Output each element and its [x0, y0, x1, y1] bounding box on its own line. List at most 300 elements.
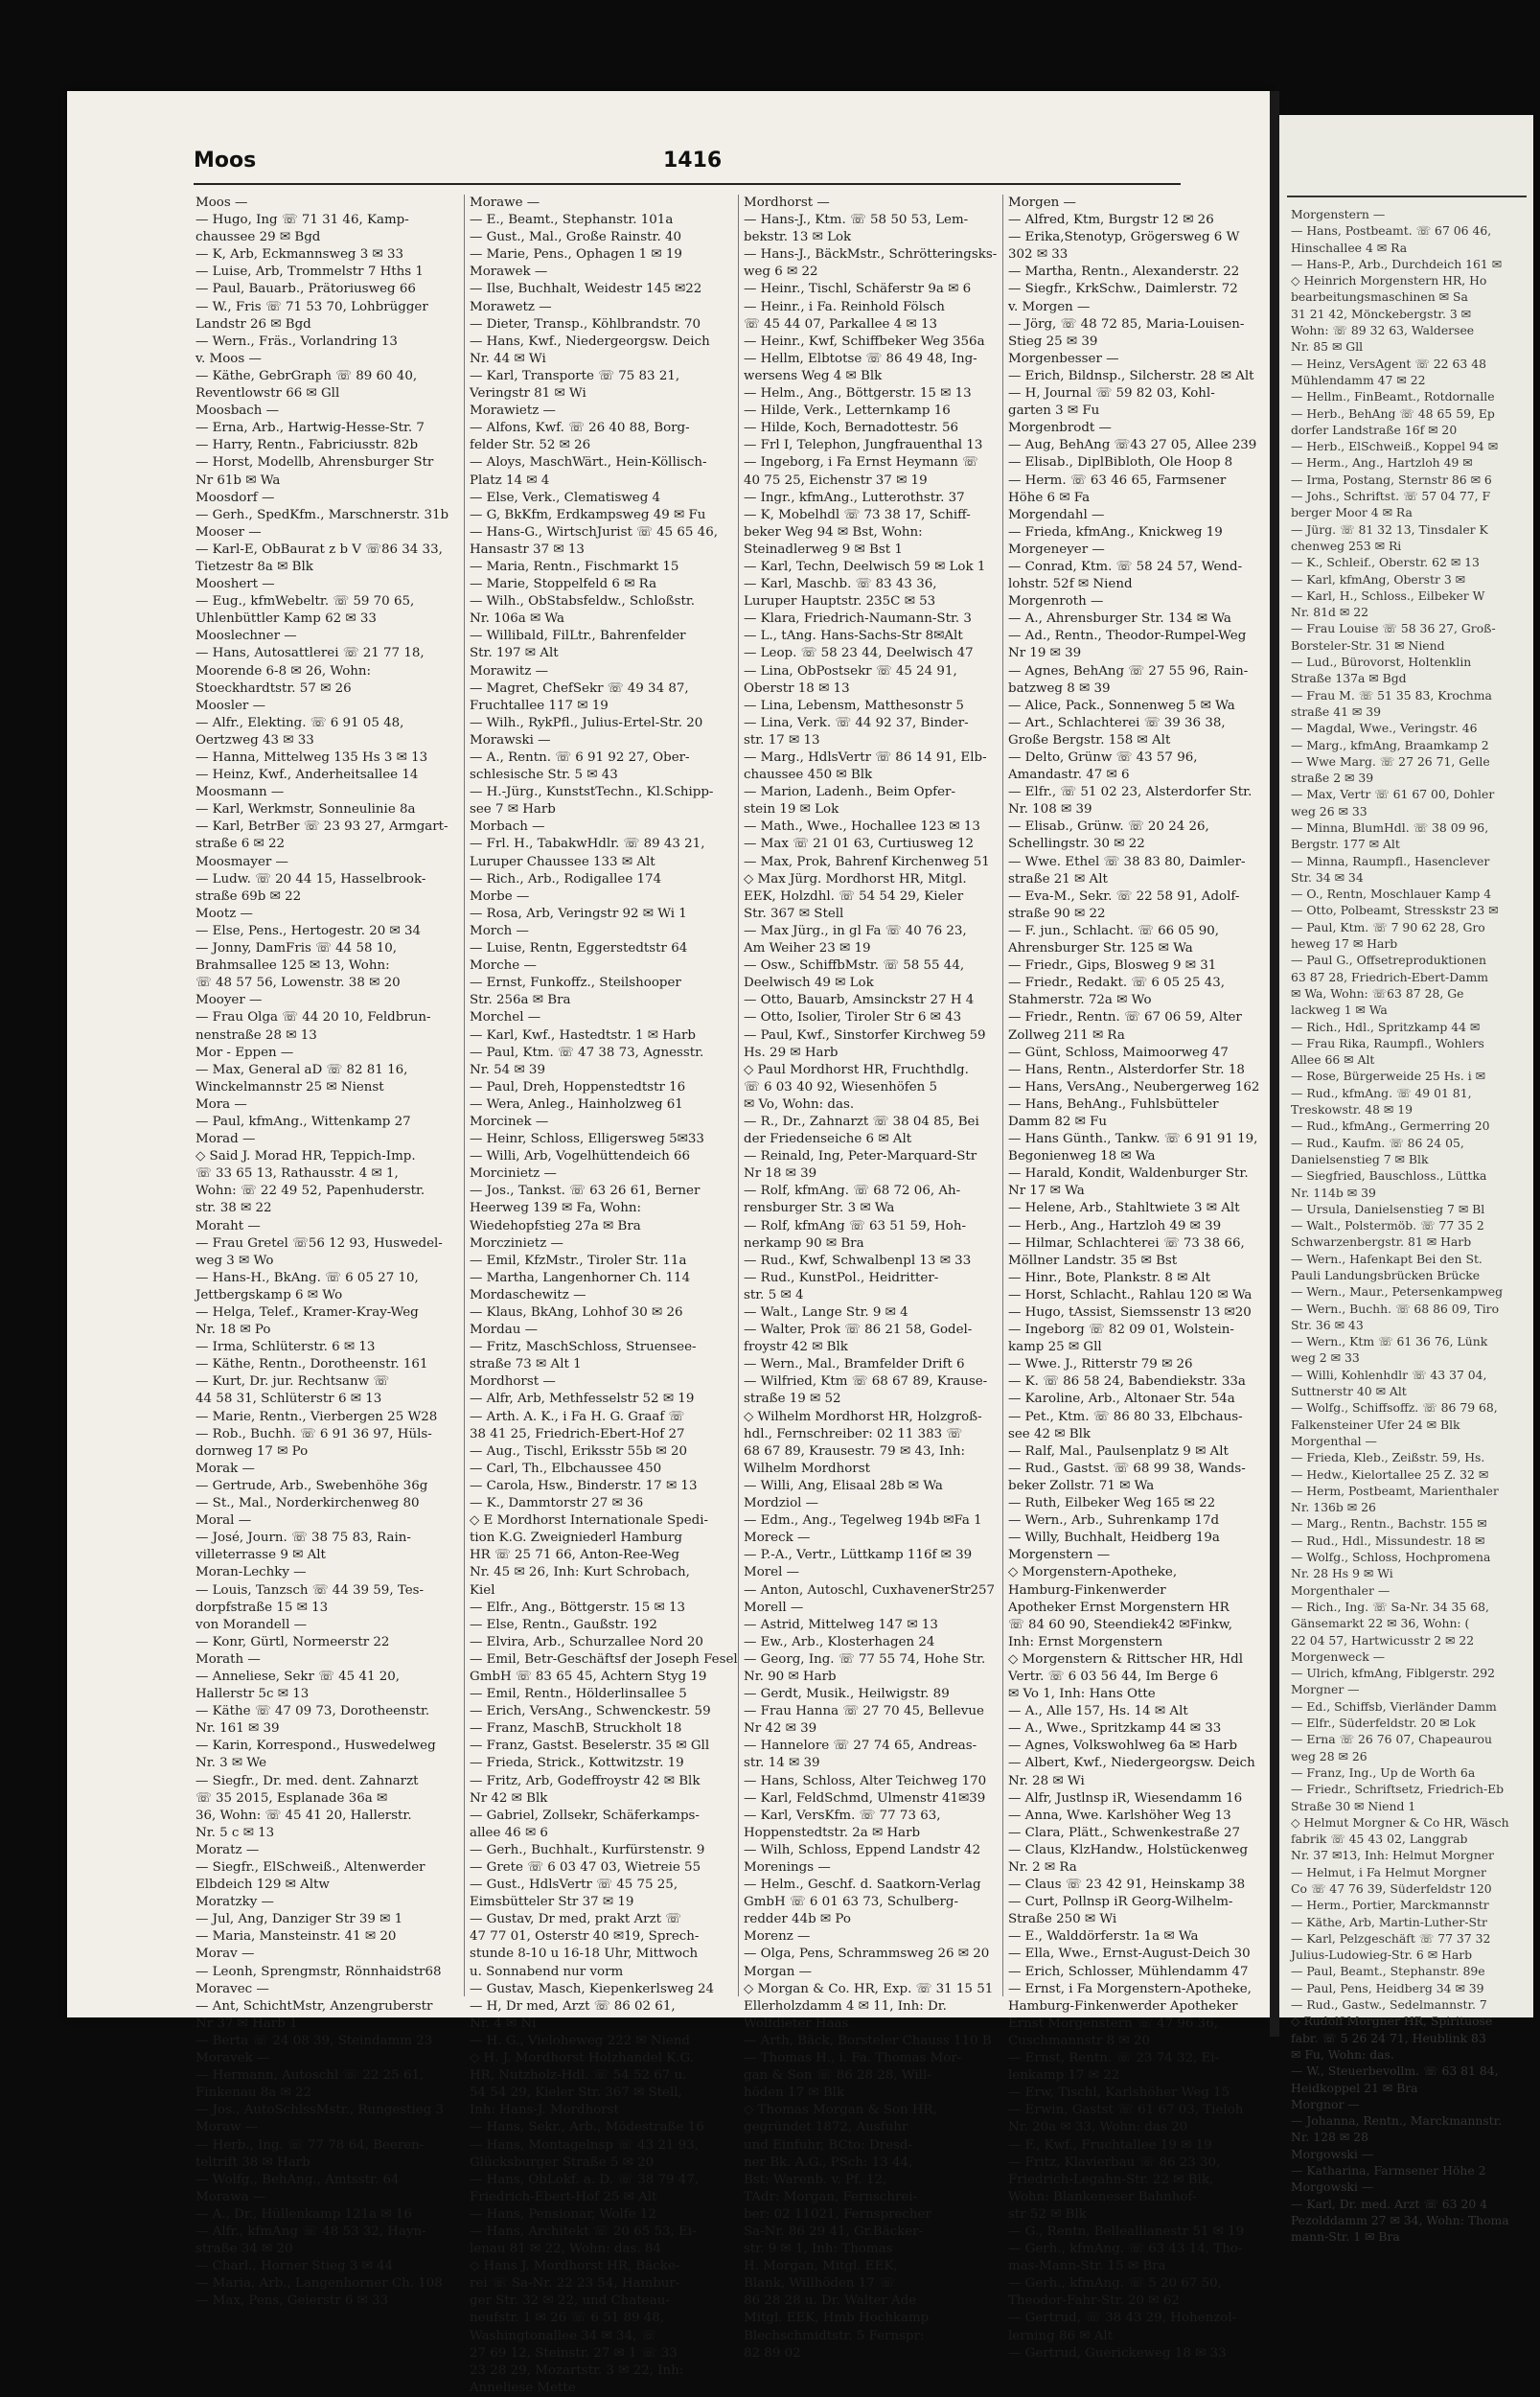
directory-entry: Morch —: [470, 923, 529, 938]
directory-entry: — Paul, Beamt., Stephanstr. 89e: [1291, 1964, 1485, 1979]
directory-entry: straße 90 ✉ 22: [1008, 906, 1106, 921]
directory-entry: 40 75 25, Eichenstr 37 ✉ 19: [744, 472, 928, 488]
directory-entry: — Alice, Pack., Sonnenweg 5 ✉ Wa: [1008, 698, 1235, 713]
book-gutter: [1270, 91, 1279, 2037]
directory-entry: — Carola, Hsw., Binderstr. 17 ✉ 13: [470, 1478, 698, 1493]
directory-entry: — Rosa, Arb, Veringstr 92 ✉ Wi 1: [470, 906, 687, 921]
directory-entry: — Alfred, Ktm, Burgstr 12 ✉ 26: [1008, 213, 1214, 228]
directory-entry: — Wolfg., Schloss, Hochpromena: [1291, 1550, 1491, 1565]
directory-entry: gan & Son ☏ 86 28 28, Will-: [744, 2068, 931, 2084]
directory-entry: — Jos., Tankst. ☏ 63 26 61, Berner: [470, 1184, 701, 1199]
directory-entry: — Rud., kfmAng. ☏ 49 01 81,: [1291, 1085, 1472, 1100]
directory-entry: — Agnes, Volkswohlweg 6a ✉ Harb: [1008, 1739, 1238, 1754]
directory-entry: Moravek —: [195, 2051, 270, 2066]
directory-entry: — Aloys, MaschWärt., Hein-Köllisch-: [470, 455, 707, 471]
directory-entry: Moos —: [195, 196, 248, 210]
directory-entry: Morgnor —: [1291, 2096, 1360, 2111]
directory-entry: heweg 17 ✉ Harb: [1291, 936, 1398, 952]
directory-entry: von Morandell —: [195, 1617, 307, 1632]
directory-entry: Hallerstr 5c ✉ 13: [195, 1687, 310, 1702]
directory-entry: Morchel —: [470, 1010, 541, 1026]
directory-entry: EEK, Holzdhl. ☏ 54 54 29, Kieler: [744, 888, 964, 904]
directory-entry: — Elisab., Grünw. ☏ 20 24 26,: [1008, 819, 1209, 835]
directory-entry: — Ingeborg ☏ 82 09 01, Wolstein-: [1008, 1323, 1234, 1338]
directory-entry: — Hans-J., Ktm. ☏ 58 50 53, Lem-: [744, 213, 969, 228]
directory-entry: ◇ Heinrich Morgenstern HR, Ho: [1291, 273, 1487, 288]
directory-entry: Morenz —: [744, 1929, 811, 1945]
directory-entry: — Max, General aD ☏ 82 81 16,: [195, 1062, 408, 1077]
directory-entry: — Dieter, Transp., Köhlbrandstr. 70: [470, 316, 701, 332]
directory-entry: Platz 14 ✉ 4: [470, 472, 550, 488]
directory-entry: — Elvira, Arb., Schurzallee Nord 20: [470, 1634, 703, 1649]
directory-entry: Nr. 108 ✉ 39: [1008, 802, 1092, 818]
directory-entry: — Emil, Rentn., Hölderlinsallee 5: [470, 1687, 687, 1702]
directory-entry: 302 ✉ 33: [1008, 247, 1069, 263]
directory-entry: Moosdorf —: [195, 490, 275, 505]
directory-entry: 44 58 31, Schlüterstr 6 ✉ 13: [195, 1392, 382, 1407]
directory-entry: — Karoline, Arb., Altonaer Str. 54a: [1008, 1392, 1235, 1407]
directory-entry: Amandastr. 47 ✉ 6: [1008, 768, 1130, 783]
directory-entry: — Erich, Bildnsp., Silcherstr. 28 ✉ Alt: [1008, 368, 1254, 383]
directory-entry: Blank, Willhöden 17 ☏: [744, 2276, 895, 2292]
directory-entry: Morgenroth —: [1008, 594, 1104, 610]
directory-entry: — Max ☏ 21 01 63, Curtiusweg 12: [744, 837, 974, 852]
facing-page-edge: [1279, 115, 1533, 2245]
directory-entry: bearbeitungsmaschinen ✉ Sa: [1291, 289, 1468, 305]
directory-entry: — Hans, BehAng., Fuhlsbütteler: [1008, 1096, 1219, 1112]
directory-entry: Schellingstr. 30 ✉ 22: [1008, 837, 1145, 852]
directory-entry: — Agnes, BehAng ☏ 27 55 96, Rain-: [1008, 663, 1249, 679]
directory-entry: Morawe —: [470, 196, 540, 210]
directory-entry: — Paul G., Offsetreproduktionen: [1291, 953, 1486, 968]
directory-entry: Moravec —: [195, 1981, 269, 1996]
directory-entry: ◇ Helmut Morgner & Co HR, Wäsch: [1291, 1814, 1509, 1830]
directory-entry: Sa-Nr. 86 29 41, Gr.Bäcker-: [744, 2224, 924, 2239]
directory-entry: Nr. 2 ✉ Ra: [1008, 1860, 1077, 1875]
directory-entry: ger Str. 32 ✉ 22, und Chateau-: [470, 2293, 670, 2309]
directory-entry: — Ingr., kfmAng., Lutterothstr. 37: [744, 490, 965, 505]
directory-entry: Mooser —: [195, 524, 262, 540]
directory-entry: Nr 42 ✉ Blk: [470, 1790, 548, 1806]
directory-entry: Morgner —: [1291, 1682, 1360, 1697]
directory-entry: villeterrasse 9 ✉ Alt: [195, 1548, 326, 1563]
directory-entry: Zollweg 211 ✉ Ra: [1008, 1027, 1125, 1043]
directory-entry: — Heinr., Kwf, Schiffbeker Weg 356a: [744, 334, 985, 349]
directory-entry: Ellerholzdamm 4 ✉ 11, Inh: Dr.: [744, 1998, 947, 2014]
directory-entry: — Louis, Tanzsch ☏ 44 39 59, Tes-: [195, 1582, 425, 1598]
directory-entry: — Else, Rentn., Gaußstr. 192: [470, 1617, 657, 1632]
directory-entry: — K., Dammtorstr 27 ✉ 36: [470, 1496, 644, 1511]
directory-entry: Elbdeich 129 ✉ Altw: [195, 1878, 330, 1893]
directory-entry: — Paul, Kwf., Sinstorfer Kirchweg 59: [744, 1027, 986, 1043]
directory-entry: 27 69 12, Steinstr. 27 ✉ 1 ☏ 33: [470, 2345, 678, 2361]
directory-entry: Morgenthal —: [1291, 1433, 1377, 1448]
directory-entry: Nr. 136b ✉ 26: [1291, 1500, 1376, 1515]
directory-entry: chenweg 253 ✉ Ri: [1291, 538, 1402, 553]
directory-entry: — Emil, Betr-Geschäftsf der Joseph Fesel: [470, 1651, 738, 1667]
directory-entry: Suttnerstr 40 ✉ Alt: [1291, 1384, 1407, 1399]
directory-entry: — Wilfried, Ktm ☏ 68 67 89, Krause-: [744, 1374, 988, 1390]
directory-entry: Morak —: [195, 1461, 255, 1476]
directory-entry: Begonienweg 18 ✉ Wa: [1008, 1149, 1156, 1164]
directory-entry: Str. 34 ✉ 34: [1291, 869, 1364, 885]
directory-entry: — Erw, Tischl, Karlshöher Weg 15: [1008, 2086, 1230, 2101]
directory-entry: Julius-Ludowieg-Str. 6 ✉ Harb: [1291, 1948, 1473, 1963]
directory-entry: — Wolfg., BehAng., Amtsstr. 64: [195, 2172, 400, 2187]
directory-entry: — Max, Pens, Geierstr 6 ✉ 33: [195, 2293, 389, 2309]
directory-entry: Wilhelm Mordhorst: [744, 1461, 870, 1476]
directory-entry: — Hanna, Mittelweg 135 Hs 3 ✉ 13: [195, 750, 428, 765]
directory-entry: Morgenbrodt —: [1008, 421, 1112, 436]
directory-entry: lackweg 1 ✉ Wa: [1291, 1003, 1388, 1018]
directory-entry: — Paul, Dreh, Hoppenstedtstr 16: [470, 1079, 686, 1095]
directory-entry: — A., Alle 157, Hs. 14 ✉ Alt: [1008, 1704, 1188, 1719]
directory-entry: Morcinietz —: [470, 1166, 557, 1182]
directory-entry: Pauli Landungsbrücken Brücke: [1291, 1268, 1481, 1282]
directory-entry: — Anneliese, Sekr ☏ 45 41 20,: [195, 1669, 401, 1684]
directory-entry: — Karl, Kwf., Hastedtstr. 1 ✉ Harb: [470, 1027, 696, 1043]
directory-entry: — Karl, Transporte ☏ 75 83 21,: [470, 368, 680, 383]
directory-entry: — Arth. A. K., i Fa H. G. Graaf ☏: [470, 1409, 685, 1424]
directory-entry: — Else, Verk., Clematisweg 4: [470, 490, 661, 505]
directory-entry: — Reinald, Ing, Peter-Marquard-Str: [744, 1149, 977, 1164]
directory-entry: — H, Journal ☏ 59 82 03, Kohl-: [1008, 386, 1215, 402]
directory-entry: Nr. 37 ✉13, Inh: Helmut Morgner: [1291, 1848, 1494, 1863]
directory-entry: Moosler —: [195, 698, 265, 713]
directory-entry: Apotheker Ernst Morgenstern HR: [1008, 1600, 1230, 1615]
directory-entry: — Marie, Rentn., Vierbergen 25 W28: [195, 1409, 438, 1424]
directory-entry: Straße 250 ✉ Wi: [1008, 1912, 1117, 1927]
directory-entry: — Friedr., Rentn. ☏ 67 06 59, Alter: [1008, 1010, 1242, 1026]
facing-page-rule: [1287, 196, 1527, 197]
directory-entry: — Else, Pens., Hertogestr. 20 ✉ 34: [195, 923, 422, 938]
directory-entry: Brahmsallee 125 ✉ 13, Wohn:: [195, 958, 390, 974]
directory-entry: — Ernst, Rentn. ☏ 23 74 32, Ei-: [1008, 2051, 1220, 2066]
directory-entry: — Ulrich, kfmAng, Fiblgerstr. 292: [1291, 1666, 1496, 1681]
directory-entry: — Rud., Kaufm. ☏ 86 24 05,: [1291, 1135, 1464, 1150]
directory-entry: — P.-A., Vertr., Lüttkamp 116f ✉ 39: [744, 1548, 973, 1563]
directory-entry: ◇ E Mordhorst Internationale Spedi-: [470, 1513, 709, 1529]
directory-entry: — Wilh, Schloss, Eppend Landstr 42: [744, 1842, 981, 1857]
directory-entry: — Leonh, Sprengmstr, Rönnhaidstr68: [195, 1964, 442, 1979]
directory-entry: — Magdal, Wwe., Veringstr. 46: [1291, 721, 1478, 736]
directory-entry: Mordaschewitz —: [470, 1287, 586, 1302]
directory-entry: weg 28 ✉ 26: [1291, 1748, 1368, 1763]
directory-entry: — Rolf, kfmAng. ☏ 68 72 06, Ah-: [744, 1184, 961, 1199]
directory-entry: — St., Mal., Norderkirchenweg 80: [195, 1496, 420, 1511]
directory-entry: — Fritz, Arb, Godeffroystr 42 ✉ Blk: [470, 1773, 701, 1788]
directory-entry: — Gertrud, Guerickeweg 18 ✉ 33: [1008, 2345, 1227, 2361]
directory-entry: — Elfr., Ang., Böttgerstr. 15 ✉ 13: [470, 1600, 686, 1615]
directory-entry: rensburger Str. 3 ✉ Wa: [744, 1201, 895, 1216]
directory-entry: — Gust., HdlsVertr ☏ 45 75 25,: [470, 1878, 678, 1893]
directory-entry: 47 77 01, Osterstr 40 ✉19, Sprech-: [470, 1929, 700, 1945]
directory-entry: — Alfr, Arb, Methfesselstr 52 ✉ 19: [470, 1392, 695, 1407]
directory-entry: Falkensteiner Ufer 24 ✉ Blk: [1291, 1417, 1460, 1432]
directory-entry: — Siegfr., KrkSchw., Daimlerstr. 72: [1008, 282, 1238, 297]
directory-entry: Mor - Eppen —: [195, 1045, 294, 1060]
directory-entry: straße 2 ✉ 39: [1291, 771, 1374, 786]
directory-entry: — Ant, SchichtMstr, Anzengruberstr: [195, 1998, 433, 2014]
directory-entry: — Herm., Portier, Marckmannstr: [1291, 1898, 1489, 1913]
directory-entry: — Katharina, Farmsener Höhe 2: [1291, 2163, 1486, 2178]
directory-entry: — K, Arb, Eckmannsweg 3 ✉ 33: [195, 247, 404, 263]
directory-entry: ◇ Rudolf Morgner HR, Spirituose: [1291, 2014, 1493, 2029]
directory-entry: Mühlendamm 47 ✉ 22: [1291, 372, 1426, 387]
directory-entry: — E., Walddörferstr. 1a ✉ Wa: [1008, 1929, 1199, 1945]
directory-entry: — Konr, Gürtl, Normeerstr 22: [195, 1634, 390, 1649]
directory-entry: — Hans, Kwf., Niedergeorgsw. Deich: [470, 334, 710, 349]
directory-entry: Stahmerstr. 72a ✉ Wo: [1008, 993, 1152, 1008]
directory-entry: — Minna, BlumHdl. ☏ 38 09 96,: [1291, 819, 1489, 835]
directory-entry: — Frieda, Strick., Kottwitzstr. 19: [470, 1756, 684, 1771]
directory-entry: ◇ Max Jürg. Mordhorst HR, Mitgl.: [744, 871, 967, 887]
directory-entry: — Friedr., Gips, Blosweg 9 ✉ 31: [1008, 958, 1217, 974]
directory-entry: Nr. 5 c ✉ 13: [195, 1825, 275, 1840]
directory-entry: — Wolfg., Schiffsoffz. ☏ 86 79 68,: [1291, 1400, 1498, 1416]
directory-entry: — Willibald, FilLtr., Bahrenfelder: [470, 629, 686, 644]
directory-entry: — O., Rentn, Moschlauer Kamp 4: [1291, 887, 1492, 902]
directory-entry: Morbach —: [470, 819, 545, 835]
directory-entry: Luruper Chaussee 133 ✉ Alt: [470, 854, 655, 869]
directory-entry: — Wilh., RykPfl., Julius-Ertel-Str. 20: [470, 715, 703, 730]
directory-entry: — Charl., Horner Stieg 3 ✉ 44: [195, 2259, 394, 2274]
directory-entry: ◇ Said J. Morad HR, Teppich-Imp.: [195, 1149, 416, 1164]
directory-entry: straße 69b ✉ 22: [195, 888, 302, 904]
directory-entry: — Rich., Hdl., Spritzkamp 44 ✉: [1291, 1019, 1481, 1034]
directory-entry: — Karin, Korrespond., Huswedelweg: [195, 1739, 436, 1754]
directory-entry: — Claus, KlzHandw., Holstückenweg: [1008, 1842, 1249, 1857]
directory-entry: Morgenweck —: [1291, 1648, 1386, 1664]
directory-entry: Friedrich-Legahn-Str. 22 ✉ Blk,: [1008, 2172, 1214, 2187]
directory-entry: — K., Schleif., Oberstr. 62 ✉ 13: [1291, 555, 1480, 570]
directory-entry: gegründet 1872, Ausfuhr: [744, 2120, 908, 2135]
directory-entry: mas-Mann-Str. 15 ✉ Bra: [1008, 2259, 1166, 2274]
directory-entry: str 52 ✉ Blk: [1008, 2206, 1087, 2222]
directory-entry: — Heinz, VersAgent ☏ 22 63 48: [1291, 356, 1486, 371]
column-4: [1008, 195, 1278, 2362]
directory-entry: ber: 02 11021, Fernsprecher: [744, 2206, 931, 2222]
directory-entry: und Einfuhr, BCto: Dresd-: [744, 2137, 912, 2153]
directory-entry: — Luise, Arb, Trommelstr 7 Hths 1: [195, 265, 424, 280]
directory-entry: Morgenstern —: [1008, 1548, 1111, 1563]
directory-entry: — Helene, Arb., Stahltwiete 3 ✉ Alt: [1008, 1201, 1240, 1216]
directory-entry: — Klaus, BkAng, Lohhof 30 ✉ 26: [470, 1305, 683, 1320]
directory-entry: — Karl, H., Schloss., Eilbeker W: [1291, 588, 1485, 603]
directory-entry: — Gabriel, Zollsekr, Schäferkamps-: [470, 1808, 700, 1823]
directory-entry: Blechschmidtstr. 5 Fernspr:: [744, 2328, 925, 2343]
directory-entry: Heerweg 139 ✉ Fa, Wohn:: [470, 1201, 641, 1216]
directory-entry: — Karl, BetrBer ☏ 23 93 27, Armgart-: [195, 819, 448, 835]
directory-entry: — Irma, Schlüterstr. 6 ✉ 13: [195, 1340, 376, 1355]
directory-entry: — W., Steuerbevollm. ☏ 63 81 84,: [1291, 2063, 1499, 2079]
directory-entry: — K. ☏ 86 58 24, Babendiekstr. 33a: [1008, 1374, 1246, 1390]
directory-entry: — Gertrude, Arb., Swebenhöhe 36g: [195, 1478, 428, 1493]
directory-entry: — Anton, Autoschl, CuxhavenerStr257: [744, 1582, 996, 1598]
directory-entry: TAdr: Morgan, Fernschrei-: [744, 2189, 918, 2204]
directory-entry: — Aug, BehAng ☏43 27 05, Allee 239: [1008, 438, 1257, 453]
directory-entry: 54 54 29, Kieler Str. 367 ✉ Stell,: [470, 2086, 682, 2101]
directory-entry: — Alfr., kfmAng ☏ 48 53 32, Hayn-: [195, 2224, 426, 2239]
directory-entry: Große Bergstr. 158 ✉ Alt: [1008, 732, 1171, 748]
directory-entry: — Willi, Arb, Vogelhüttendeich 66: [470, 1149, 691, 1164]
directory-entry: nerkamp 90 ✉ Bra: [744, 1235, 864, 1251]
directory-entry: — Wern., Ktm ☏ 61 36 76, Lünk: [1291, 1334, 1488, 1349]
directory-entry: — Hans, Architekt ☏ 20 65 53, Ei-: [470, 2224, 697, 2239]
directory-entry: wersens Weg 4 ✉ Blk: [744, 368, 883, 383]
directory-entry: Luruper Hauptstr. 235C ✉ 53: [744, 594, 936, 610]
directory-entry: — Willy, Buchhalt, Heidberg 19a: [1008, 1531, 1220, 1546]
directory-entry: — Ad., Rentn., Theodor-Rumpel-Weg: [1008, 629, 1247, 644]
directory-entry: Steinadlerweg 9 ✉ Bst 1: [744, 542, 903, 557]
directory-entry: — Gust., Mal., Große Rainstr. 40: [470, 230, 682, 245]
directory-entry: der Friedenseiche 6 ✉ Alt: [744, 1132, 912, 1147]
directory-entry: Straße 137a ✉ Bgd: [1291, 671, 1407, 686]
directory-entry: Morath —: [195, 1651, 261, 1667]
page-number: 1416: [663, 149, 723, 173]
directory-entry: — Arth, Bäck, Borsteler Chauss 110 B: [744, 2033, 992, 2048]
directory-entry: 31 21 42, Mönckebergstr. 3 ✉: [1291, 306, 1472, 321]
directory-entry: — Carl, Th., Elbchaussee 450: [470, 1461, 662, 1476]
directory-entry: — Herm. ☏ 63 46 65, Farmsener: [1008, 472, 1227, 488]
directory-entry: — Günt, Schloss, Maimoorweg 47: [1008, 1045, 1229, 1060]
directory-entry: — José, Journ. ☏ 38 75 83, Rain-: [195, 1531, 411, 1546]
directory-entry: — Herm., Ang., Hartzloh 49 ✉: [1291, 455, 1473, 471]
directory-entry: — Rob., Buchh. ☏ 6 91 36 97, Hüls-: [195, 1426, 432, 1441]
directory-entry: — Käthe, Arb, Martin-Luther-Str: [1291, 1914, 1487, 1929]
directory-entry: — Wwe. Ethel ☏ 38 83 80, Daimler-: [1008, 854, 1246, 869]
directory-entry: — Maria, Mansteinstr. 41 ✉ 20: [195, 1929, 397, 1945]
directory-entry: Allee 66 ✉ Alt: [1291, 1052, 1375, 1068]
directory-entry: — Walt., Lange Str. 9 ✉ 4: [744, 1305, 908, 1320]
directory-entry: chaussee 450 ✉ Blk: [744, 768, 873, 783]
directory-entry: — Helm., Geschf. d. Saatkorn-Verlag: [744, 1878, 981, 1893]
directory-entry: ✉ Vo, Wohn: das.: [744, 1096, 855, 1112]
directory-entry: — Herb., ElSchweiß., Koppel 94 ✉: [1291, 439, 1499, 454]
directory-entry: — Hermann, Autoschl ☏ 22 25 61,: [195, 2068, 425, 2084]
directory-entry: — Käthe, GebrGraph ☏ 89 60 40,: [195, 368, 418, 383]
directory-entry: — Wera, Anleg., Hainholzweg 61: [470, 1096, 683, 1112]
directory-entry: Nr. 3 ✉ We: [195, 1756, 267, 1771]
directory-entry: Nr. 54 ✉ 39: [470, 1062, 545, 1077]
directory-entry: — Olga, Pens, Schrammsweg 26 ✉ 20: [744, 1947, 990, 1962]
directory-entry: — Albert, Kwf., Niedergeorgsw. Deich: [1008, 1756, 1255, 1771]
directory-entry: — Wwe Marg. ☏ 27 26 71, Gelle: [1291, 753, 1490, 769]
directory-entry: — Rud., Kwf, Schwalbenpl 13 ✉ 33: [744, 1253, 972, 1268]
directory-entry: GmbH ☏ 6 01 63 73, Schulberg-: [744, 1895, 959, 1910]
directory-entry: fabrik ☏ 45 43 02, Langgrab: [1291, 1832, 1468, 1847]
directory-entry: — Marg., HdlsVertr ☏ 86 14 91, Elb-: [744, 750, 987, 765]
directory-entry: — Elfr., Süderfeldstr. 20 ✉ Lok: [1291, 1716, 1476, 1731]
directory-entry: Nr. 20a ✉ 33, Wohn: das 20: [1008, 2120, 1188, 2135]
directory-entry: — Rud., Gastw., Sedelmannstr. 7: [1291, 1997, 1487, 2013]
directory-entry: — Klara, Friedrich-Naumann-Str. 3: [744, 611, 972, 627]
page-header: [194, 149, 1152, 177]
directory-entry: tion K.G. Zweigniederl Hamburg: [470, 1531, 682, 1546]
directory-entry: Morgendahl —: [1008, 507, 1105, 522]
directory-entry: — Conrad, Ktm. ☏ 58 24 57, Wend-: [1008, 559, 1243, 574]
directory-entry: garten 3 ✉ Fu: [1008, 403, 1100, 419]
directory-entry: — H. G., Vieloheweg 222 ✉ Niend: [470, 2033, 690, 2048]
directory-entry: straße 73 ✉ Alt 1: [470, 1357, 582, 1372]
directory-entry: — Hans-J., BäckMstr., Schrötteringsks-: [744, 247, 998, 263]
directory-entry: Nr. 44 ✉ Wi: [470, 351, 546, 366]
directory-entry: — A., Dr., Hüllenkamp 121a ✉ 16: [195, 2206, 412, 2222]
directory-entry: — Martha, Rentn., Alexanderstr. 22: [1008, 265, 1240, 280]
directory-entry: Hamburg-Finkenwerder Apotheker: [1008, 1998, 1238, 2014]
directory-entry: — Hannelore ☏ 27 74 65, Andreas-: [744, 1739, 977, 1754]
directory-entry: — Hilmar, Schlachterei ☏ 73 38 66,: [1008, 1235, 1245, 1251]
directory-entry: allee 46 ✉ 6: [470, 1825, 548, 1840]
directory-entry: — Ella, Wwe., Ernst-August-Deich 30: [1008, 1947, 1251, 1962]
directory-entry: Morawa —: [195, 2189, 266, 2204]
directory-entry: — Erika,Stenotyp, Grögersweg 6 W: [1008, 230, 1240, 245]
directory-entry: — K, Mobelhdl ☏ 73 38 17, Schiff-: [744, 507, 971, 522]
directory-entry: — Hugo, tAssist, Siemssenstr 13 ✉20: [1008, 1305, 1252, 1320]
column-3: [744, 195, 1014, 2362]
directory-entry: Inh: Ernst Morgenstern: [1008, 1634, 1163, 1649]
directory-entry: Glücksburger Straße 5 ✉ 20: [470, 2155, 655, 2170]
directory-entry: Heidkoppel 21 ✉ Bra: [1291, 2080, 1418, 2095]
directory-entry: Morgeneyer —: [1008, 542, 1105, 557]
directory-entry: — Friedr., Redakt. ☏ 6 05 25 43,: [1008, 976, 1226, 991]
directory-entry: — Elisab., DiplBibloth, Ole Hoop 8: [1008, 455, 1233, 471]
directory-entry: str. 14 ✉ 39: [744, 1756, 820, 1771]
directory-entry: ☏ 45 44 07, Parkallee 4 ✉ 13: [744, 316, 937, 332]
directory-entry: — Karl, FeldSchmd, Ulmenstr 41✉39: [744, 1790, 986, 1806]
directory-entry: — Harald, Kondit, Waldenburger Str.: [1008, 1166, 1249, 1182]
directory-entry: ner Bk. A.G., PSch: 13 44,: [744, 2155, 913, 2170]
directory-entry: — Karl, Werkmstr, Sonneulinie 8a: [195, 802, 416, 818]
directory-entry: — F. jun., Schlacht. ☏ 66 05 90,: [1008, 923, 1220, 938]
directory-entry: — H, Dr med, Arzt ☏ 86 02 61,: [470, 1998, 676, 2014]
directory-entry: Mordhorst —: [470, 1374, 556, 1390]
directory-entry: Gänsemarkt 22 ✉ 36, Wohn: (: [1291, 1616, 1470, 1631]
directory-entry: Nr. 90 ✉ Harb: [744, 1669, 837, 1684]
directory-entry: neufstr. 1 ✉ 26 ☏ 6 51 89 48,: [470, 2311, 665, 2326]
directory-entry: — Helga, Telef., Kramer-Kray-Weg: [195, 1305, 419, 1320]
directory-entry: — L., tAng. Hans-Sachs-Str 8✉Alt: [744, 629, 963, 644]
directory-entry: — Wwe. J., Ritterstr 79 ✉ 26: [1008, 1357, 1193, 1372]
directory-entry: — Edm., Ang., Tegelweg 194b ✉Fa 1: [744, 1513, 982, 1529]
header-rule: [194, 183, 1181, 185]
directory-entry: — Wilh., ObStabsfeldw., Schloßstr.: [470, 594, 696, 610]
directory-entry: — W., Fris ☏ 71 53 70, Lohbrügger: [195, 299, 428, 314]
directory-entry: Moraw —: [195, 2120, 259, 2135]
directory-entry: Str. 36 ✉ 43: [1291, 1317, 1364, 1332]
directory-entry: — Ernst, i Fa Morgenstern-Apotheke,: [1008, 1981, 1252, 1996]
directory-entry: Moran-Lechky —: [195, 1565, 307, 1580]
directory-entry: — Wern., Hafenkapt Bei den St.: [1291, 1251, 1483, 1266]
directory-entry: H. Morgan, Mitgl. EEK,: [744, 2259, 898, 2274]
directory-entry: Morad —: [195, 1132, 256, 1147]
directory-entry: straße 19 ✉ 52: [744, 1392, 841, 1407]
directory-entry: — Friedr., Schriftsetz, Friedrich-Eb: [1291, 1782, 1505, 1797]
directory-entry: — Max Jürg., in gl Fa ☏ 40 76 23,: [744, 923, 967, 938]
directory-entry: Nr. 18 ✉ Po: [195, 1323, 271, 1338]
directory-entry: schlesische Str. 5 ✉ 43: [470, 768, 618, 783]
directory-entry: — Lina, ObPostsekr ☏ 45 24 91,: [744, 663, 957, 679]
directory-page: [67, 91, 1270, 2395]
directory-entry: dornweg 17 ✉ Po: [195, 1443, 309, 1459]
directory-entry: — Hilde, Koch, Bernadottestr. 56: [744, 421, 959, 436]
directory-entry: ✉ Wa, Wohn: ☏63 87 28, Ge: [1291, 985, 1464, 1001]
directory-entry: Moraht —: [195, 1218, 261, 1233]
directory-entry: — Ralf, Mal., Paulsenplatz 9 ✉ Alt: [1008, 1443, 1229, 1459]
directory-entry: Hoppenstedtstr. 2a ✉ Harb: [744, 1825, 921, 1840]
directory-entry: — Franz, MaschB, Struckholt 18: [470, 1721, 682, 1737]
directory-entry: — Hans-P., Arb., Durchdeich 161 ✉: [1291, 256, 1503, 271]
